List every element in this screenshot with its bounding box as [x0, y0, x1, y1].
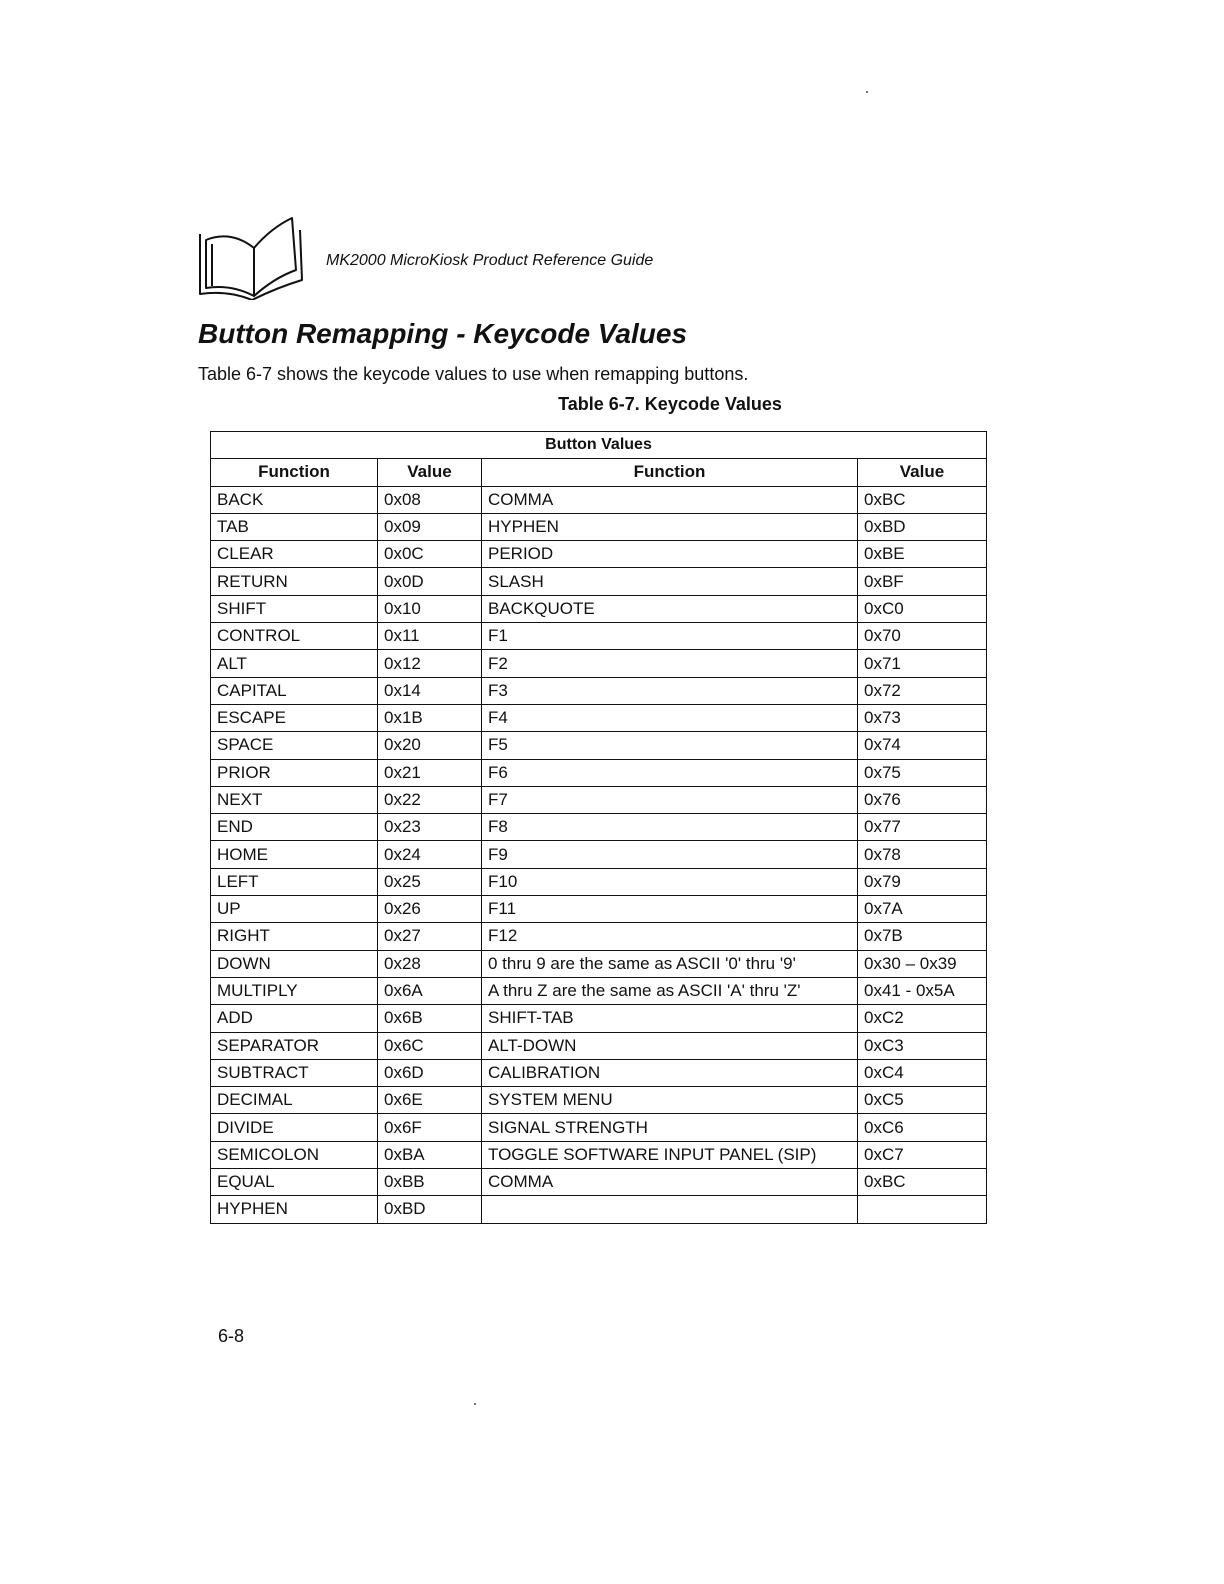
cell-function: ALT — [211, 650, 378, 677]
column-header-value: Value — [858, 459, 987, 486]
cell-function: F4 — [482, 704, 858, 731]
table-row — [211, 950, 987, 977]
table-row — [211, 568, 987, 595]
table-row — [211, 841, 987, 868]
cell-value: 0x73 — [858, 704, 987, 731]
cell-function: DOWN — [211, 950, 378, 977]
table-row — [211, 1005, 987, 1032]
cell-function: F1 — [482, 623, 858, 650]
cell-value: 0x76 — [858, 786, 987, 813]
cell-value: 0x0C — [378, 541, 482, 568]
cell-value: 0xBF — [858, 568, 987, 595]
cell-function: F3 — [482, 677, 858, 704]
cell-value: 0x41 - 0x5A — [858, 977, 987, 1004]
cell-value: 0x26 — [378, 896, 482, 923]
cell-value — [858, 1196, 987, 1223]
cell-function: CONTROL — [211, 623, 378, 650]
cell-value: 0xBD — [378, 1196, 482, 1223]
cell-value: 0x6A — [378, 977, 482, 1004]
table-row — [211, 704, 987, 731]
table-row — [211, 650, 987, 677]
table-row — [211, 868, 987, 895]
cell-value: 0x6D — [378, 1059, 482, 1086]
table-row — [211, 977, 987, 1004]
cell-value: 0xBC — [858, 486, 987, 513]
cell-value: 0xC3 — [858, 1032, 987, 1059]
cell-value: 0x74 — [858, 732, 987, 759]
cell-function: ADD — [211, 1005, 378, 1032]
cell-function: ALT-DOWN — [482, 1032, 858, 1059]
cell-function: F9 — [482, 841, 858, 868]
column-header-value: Value — [378, 459, 482, 486]
cell-value: 0x6E — [378, 1087, 482, 1114]
cell-function: F6 — [482, 759, 858, 786]
page-heading: Button Remapping - Keycode Values — [198, 318, 688, 349]
cell-value: 0x7B — [858, 923, 987, 950]
cell-function: EQUAL — [211, 1169, 378, 1196]
cell-function: TAB — [211, 513, 378, 540]
cell-value: 0x24 — [378, 841, 482, 868]
cell-function: COMMA — [482, 486, 858, 513]
cell-value: 0x27 — [378, 923, 482, 950]
cell-value: 0xBE — [858, 541, 987, 568]
cell-value: 0x23 — [378, 814, 482, 841]
cell-function: CAPITAL — [211, 677, 378, 704]
table-group-header-row — [211, 432, 987, 459]
cell-value: 0xBB — [378, 1169, 482, 1196]
table-column-header-row — [211, 459, 987, 486]
cell-function: MULTIPLY — [211, 977, 378, 1004]
cell-function: UP — [211, 896, 378, 923]
cell-function: SIGNAL STRENGTH — [482, 1114, 858, 1141]
cell-function: LEFT — [211, 868, 378, 895]
cell-value: 0x25 — [378, 868, 482, 895]
cell-function: SYSTEM MENU — [482, 1087, 858, 1114]
cell-value: 0x20 — [378, 732, 482, 759]
cell-function: F11 — [482, 896, 858, 923]
cell-value: 0x0D — [378, 568, 482, 595]
running-header: MK2000 MicroKiosk Product Reference Guide — [326, 252, 654, 269]
cell-function: CLEAR — [211, 541, 378, 568]
cell-function: F7 — [482, 786, 858, 813]
cell-value: 0xBD — [858, 513, 987, 540]
cell-function: ESCAPE — [211, 704, 378, 731]
cell-value: 0x78 — [858, 841, 987, 868]
table-row — [211, 1059, 987, 1086]
cell-function: NEXT — [211, 786, 378, 813]
cell-value: 0x70 — [858, 623, 987, 650]
cell-function: SHIFT — [211, 595, 378, 622]
cell-value: 0xC4 — [858, 1059, 987, 1086]
cell-value: 0x6B — [378, 1005, 482, 1032]
cell-value: 0x1B — [378, 704, 482, 731]
cell-value: 0x11 — [378, 623, 482, 650]
cell-function: F12 — [482, 923, 858, 950]
cell-value: 0x28 — [378, 950, 482, 977]
keycode-table — [210, 431, 987, 1224]
cell-function: COMMA — [482, 1169, 858, 1196]
cell-value: 0xC6 — [858, 1114, 987, 1141]
table-row — [211, 1169, 987, 1196]
scan-speck — [866, 91, 868, 93]
cell-function: SHIFT-TAB — [482, 1005, 858, 1032]
column-header-function: Function — [482, 459, 858, 486]
cell-value: 0x21 — [378, 759, 482, 786]
cell-value: 0x72 — [858, 677, 987, 704]
cell-value: 0xC2 — [858, 1005, 987, 1032]
cell-function: SEPARATOR — [211, 1032, 378, 1059]
cell-value: 0x14 — [378, 677, 482, 704]
cell-value: 0x6F — [378, 1114, 482, 1141]
cell-function: BACK — [211, 486, 378, 513]
cell-function: F8 — [482, 814, 858, 841]
cell-function: F5 — [482, 732, 858, 759]
table-caption: Table 6-7. Keycode Values — [558, 394, 782, 414]
table-row — [211, 1114, 987, 1141]
cell-function: SPACE — [211, 732, 378, 759]
table-row — [211, 1087, 987, 1114]
cell-value: 0xC0 — [858, 595, 987, 622]
table-row — [211, 814, 987, 841]
table-group-header: Button Values — [211, 432, 987, 459]
cell-function: F10 — [482, 868, 858, 895]
table-row — [211, 595, 987, 622]
cell-value: 0xBC — [858, 1169, 987, 1196]
cell-function: RIGHT — [211, 923, 378, 950]
table-row — [211, 1032, 987, 1059]
table-row — [211, 896, 987, 923]
table-row — [211, 541, 987, 568]
cell-function: SEMICOLON — [211, 1141, 378, 1168]
cell-value: 0xC7 — [858, 1141, 987, 1168]
column-header-function: Function — [211, 459, 378, 486]
table-row — [211, 1141, 987, 1168]
table-row — [211, 486, 987, 513]
table-body — [211, 486, 987, 1223]
scan-speck — [474, 1403, 476, 1405]
cell-function: SUBTRACT — [211, 1059, 378, 1086]
cell-function: 0 thru 9 are the same as ASCII '0' thru '9' — [482, 950, 858, 977]
intro-paragraph: Table 6-7 shows the keycode values to use when remapping buttons. — [198, 364, 749, 384]
table-row — [211, 759, 987, 786]
cell-function: RETURN — [211, 568, 378, 595]
cell-value: 0x12 — [378, 650, 482, 677]
table-row — [211, 513, 987, 540]
cell-value: 0x09 — [378, 513, 482, 540]
cell-value: 0x7A — [858, 896, 987, 923]
cell-value: 0xC5 — [858, 1087, 987, 1114]
cell-function: TOGGLE SOFTWARE INPUT PANEL (SIP) — [482, 1141, 858, 1168]
cell-value: 0x6C — [378, 1032, 482, 1059]
book-icon — [196, 214, 306, 300]
cell-function: HYPHEN — [482, 513, 858, 540]
cell-function: HOME — [211, 841, 378, 868]
cell-function: SLASH — [482, 568, 858, 595]
table-row — [211, 732, 987, 759]
cell-value: 0x10 — [378, 595, 482, 622]
cell-value: 0x22 — [378, 786, 482, 813]
cell-value: 0x77 — [858, 814, 987, 841]
cell-value: 0x08 — [378, 486, 482, 513]
cell-function: BACKQUOTE — [482, 595, 858, 622]
cell-function: DECIMAL — [211, 1087, 378, 1114]
table-row — [211, 786, 987, 813]
cell-function — [482, 1196, 858, 1223]
cell-function: PRIOR — [211, 759, 378, 786]
cell-value: 0x75 — [858, 759, 987, 786]
cell-function: F2 — [482, 650, 858, 677]
cell-function: A thru Z are the same as ASCII 'A' thru 'Z' — [482, 977, 858, 1004]
cell-function: END — [211, 814, 378, 841]
cell-value: 0x30 – 0x39 — [858, 950, 987, 977]
table-row — [211, 1196, 987, 1223]
table-row — [211, 623, 987, 650]
cell-value: 0xBA — [378, 1141, 482, 1168]
table-row — [211, 923, 987, 950]
cell-function: PERIOD — [482, 541, 858, 568]
cell-value: 0x71 — [858, 650, 987, 677]
cell-value: 0x79 — [858, 868, 987, 895]
table-row — [211, 677, 987, 704]
page-number: 6-8 — [218, 1326, 245, 1346]
cell-function: DIVIDE — [211, 1114, 378, 1141]
cell-function: CALIBRATION — [482, 1059, 858, 1086]
cell-function: HYPHEN — [211, 1196, 378, 1223]
